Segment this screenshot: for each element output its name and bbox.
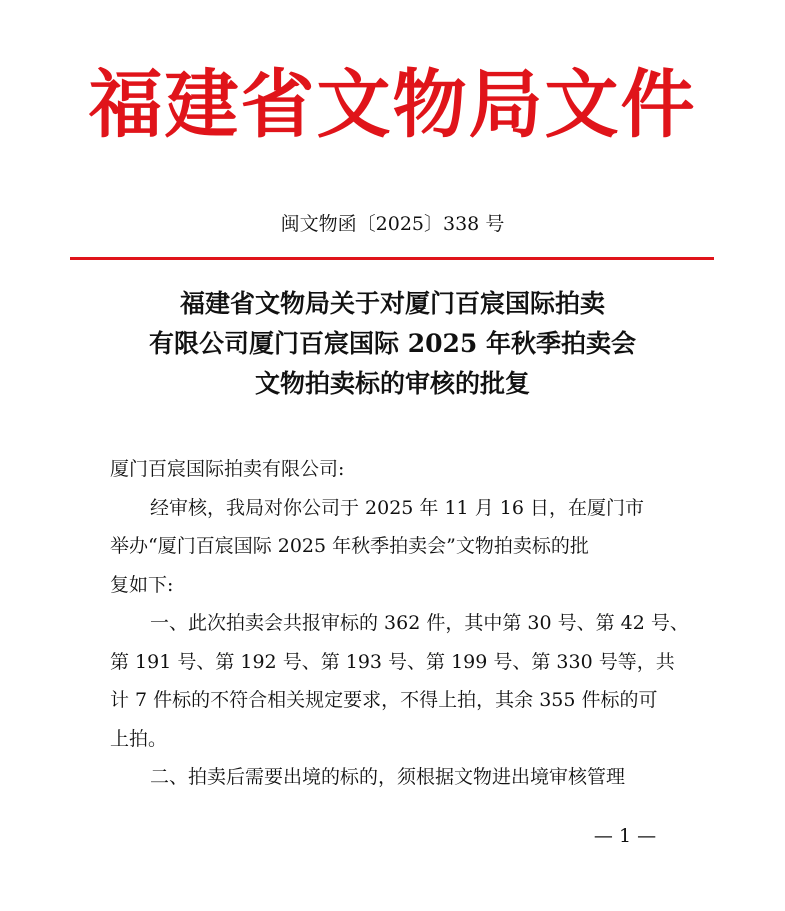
body-line: 上拍。 (110, 727, 168, 750)
body-line: 经审核，我局对你公司于 2025 年 11 月 16 日，在厦门市 (150, 496, 644, 519)
title-line: 有限公司厦门百宸国际 2025 年秋季拍卖会 (149, 329, 636, 358)
body-line: 一、此次拍卖会共报审标的 362 件，其中第 30 号、第 42 号、 (150, 612, 689, 634)
title-line: 福建省文物局关于对厦门百宸国际拍卖 (179, 289, 605, 318)
document-title (0, 284, 785, 404)
body-line: 二、拍卖后需要出境的标的，须根据文物进出境审核管理 (150, 766, 626, 788)
document-number: 闽文物函〔2025〕338 号 (280, 213, 505, 235)
document-body (110, 450, 690, 797)
body-line: 举办“厦门百宸国际 2025 年秋季拍卖会”文物拍卖标的批 (110, 535, 589, 557)
body-line: 复如下: (110, 573, 174, 596)
document-header-title: 福建省文物局文件 (88, 62, 697, 148)
salutation: 厦门百宸国际拍卖有限公司: (110, 458, 345, 480)
page-number: — 1 — (593, 825, 657, 847)
body-line: 计 7 件标的不符合相关规定要求，不得上拍，其余 355 件标的可 (110, 689, 658, 711)
title-line: 文物拍卖标的审核的批复 (254, 369, 530, 398)
red-divider-line (70, 257, 714, 260)
body-line: 第 191 号、第 192 号、第 193 号、第 199 号、第 330 号等，共 (110, 650, 675, 673)
